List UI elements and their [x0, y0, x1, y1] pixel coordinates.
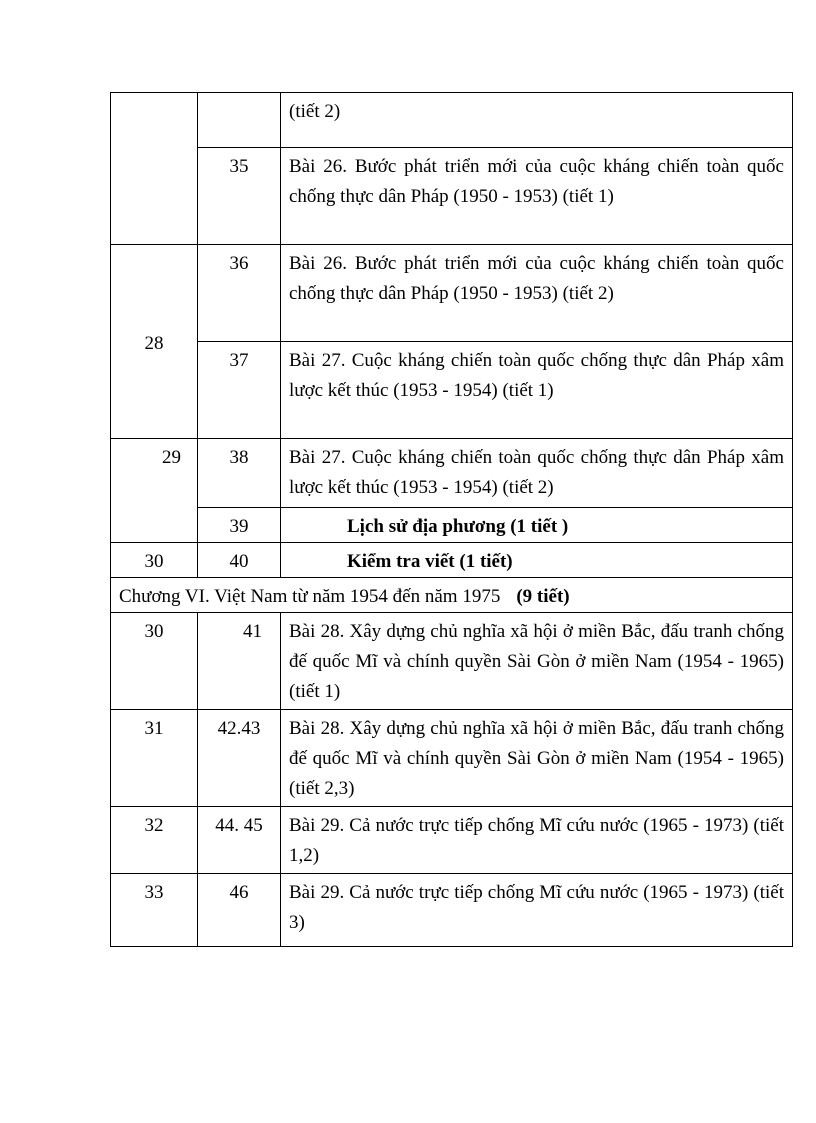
- content-cell: Bài 29. Cả nước trực tiếp chống Mĩ cứu nước (1965 - 1973) (tiết 3): [281, 874, 793, 947]
- table-row: [111, 148, 793, 245]
- table-row: [111, 710, 793, 807]
- table-row: [111, 342, 793, 439]
- lesson-cell: 35: [198, 148, 281, 245]
- table-row: [111, 543, 793, 578]
- lesson-cell: 37: [198, 342, 281, 439]
- content-cell: Bài 27. Cuộc kháng chiến toàn quốc chống thực dân Pháp xâm lược kết thúc (1953 - 1954) (tiết 2): [281, 439, 793, 508]
- week-cell: 30: [111, 543, 198, 578]
- week-cell: [111, 93, 198, 245]
- table-row: [111, 874, 793, 947]
- chapter-periods: (9 tiết): [516, 586, 570, 607]
- table-row: [111, 93, 793, 148]
- content-cell: Bài 28. Xây dựng chủ nghĩa xã hội ở miền Bắc, đấu tranh chống đế quốc Mĩ và chính quyền Sài Gòn ở miền Nam (1954 - 1965) (tiết 1): [281, 613, 793, 710]
- week-cell: 32: [111, 807, 198, 874]
- content-cell: Bài 27. Cuộc kháng chiến toàn quốc chống thực dân Pháp xâm lược kết thúc (1953 - 1954) (tiết 1): [281, 342, 793, 439]
- lesson-plan-table: [110, 92, 793, 947]
- lesson-cell: 42.43: [198, 710, 281, 807]
- table-row: [111, 439, 793, 508]
- table-row: [111, 245, 793, 342]
- lesson-cell: 39: [198, 508, 281, 543]
- lesson-cell: [198, 93, 281, 148]
- week-cell: 30: [111, 613, 198, 710]
- lesson-cell: 46: [198, 874, 281, 947]
- chapter-title: Chương VI. Việt Nam từ năm 1954 đến năm 1975: [119, 586, 501, 607]
- lesson-cell: 44. 45: [198, 807, 281, 874]
- week-cell: 33: [111, 874, 198, 947]
- table-row: [111, 508, 793, 543]
- week-cell: 31: [111, 710, 198, 807]
- content-cell: Bài 26. Bước phát triển mới của cuộc kháng chiến toàn quốc chống thực dân Pháp (1950 - 1953) (tiết 1): [281, 148, 793, 245]
- week-cell: 28: [111, 245, 198, 439]
- content-cell: Kiểm tra viết (1 tiết): [281, 543, 793, 578]
- content-cell: (tiết 2): [281, 93, 793, 148]
- table-row: [111, 613, 793, 710]
- content-cell: Bài 26. Bước phát triển mới của cuộc kháng chiến toàn quốc chống thực dân Pháp (1950 - 1953) (tiết 2): [281, 245, 793, 342]
- lesson-cell: 36: [198, 245, 281, 342]
- chapter-heading: [111, 578, 793, 613]
- chapter-row: [111, 578, 793, 613]
- lesson-cell: 41: [198, 613, 281, 710]
- lesson-cell: 40: [198, 543, 281, 578]
- table-row: [111, 807, 793, 874]
- content-cell: Bài 29. Cả nước trực tiếp chống Mĩ cứu nước (1965 - 1973) (tiết 1,2): [281, 807, 793, 874]
- week-cell: 29: [111, 439, 198, 543]
- content-cell: Lịch sử địa phương (1 tiết ): [281, 508, 793, 543]
- lesson-cell: 38: [198, 439, 281, 508]
- content-cell: Bài 28. Xây dựng chủ nghĩa xã hội ở miền Bắc, đấu tranh chống đế quốc Mĩ và chính quyền Sài Gòn ở miền Nam (1954 - 1965) (tiết 2,3): [281, 710, 793, 807]
